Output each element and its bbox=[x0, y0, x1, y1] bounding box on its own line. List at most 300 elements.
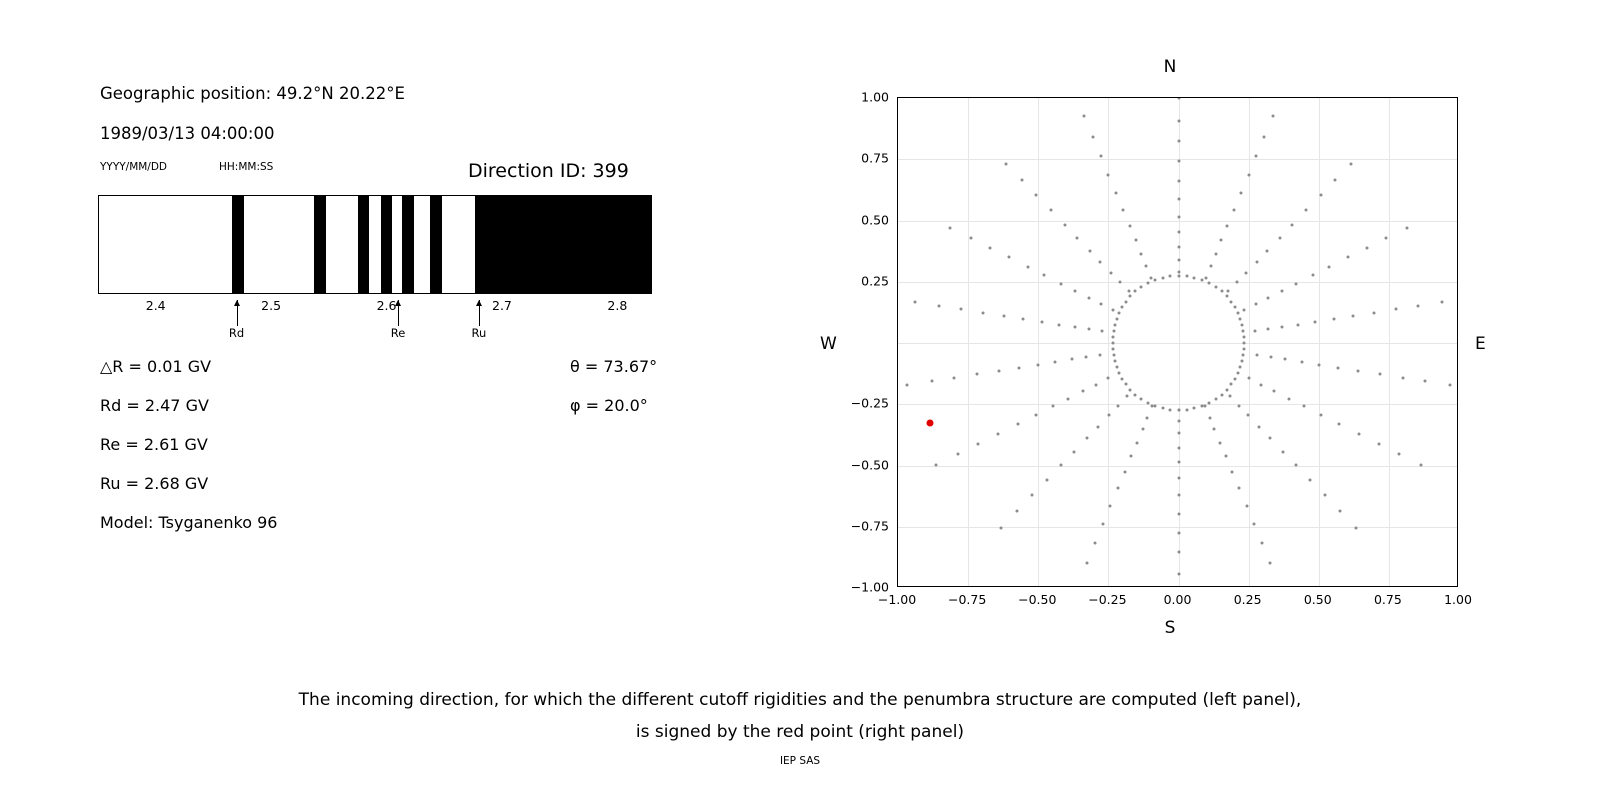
direction-point bbox=[1416, 305, 1419, 308]
direction-point bbox=[1291, 223, 1294, 226]
direction-point bbox=[1243, 335, 1246, 338]
direction-point bbox=[1319, 194, 1322, 197]
direction-point bbox=[1220, 239, 1223, 242]
direction-point bbox=[1214, 253, 1217, 256]
direction-point bbox=[1127, 290, 1130, 293]
direction-point bbox=[1111, 342, 1114, 345]
direction-point bbox=[1214, 285, 1217, 288]
direction-point bbox=[1126, 395, 1129, 398]
direction-point bbox=[1107, 377, 1110, 380]
direction-point bbox=[1161, 407, 1164, 410]
direction-point bbox=[1219, 441, 1222, 444]
direction-point bbox=[957, 453, 960, 456]
direction-point bbox=[1161, 276, 1164, 279]
direction-point bbox=[1049, 208, 1052, 211]
penumbra-band bbox=[475, 196, 652, 293]
direction-point bbox=[1247, 173, 1250, 176]
direction-point bbox=[1129, 388, 1132, 391]
direction-point bbox=[1225, 295, 1228, 298]
direction-point bbox=[1309, 479, 1312, 482]
direction-point bbox=[1237, 311, 1240, 314]
direction-point bbox=[1177, 119, 1180, 122]
direction-point bbox=[1123, 471, 1126, 474]
direction-point bbox=[948, 226, 951, 229]
direction-point bbox=[1111, 308, 1114, 311]
direction-point bbox=[1083, 115, 1086, 118]
direction-point bbox=[1227, 290, 1230, 293]
stat-phi: φ = 20.0° bbox=[570, 396, 648, 415]
penumbra-tick-label: 2.5 bbox=[261, 298, 282, 313]
sky-y-tick-label: −1.00 bbox=[850, 579, 889, 595]
direction-point bbox=[1021, 179, 1024, 182]
datetime-text: 1989/03/13 04:00:00 bbox=[100, 124, 275, 143]
direction-point bbox=[1243, 348, 1246, 351]
sky-y-tick-label: 0.50 bbox=[861, 212, 889, 227]
direction-point bbox=[1017, 366, 1020, 369]
direction-point bbox=[1177, 477, 1180, 480]
direction-point bbox=[1111, 348, 1114, 351]
direction-point bbox=[1031, 494, 1034, 497]
direction-point bbox=[1177, 274, 1180, 277]
time-format-label: HH:MM:SS bbox=[219, 161, 274, 173]
direction-point bbox=[1263, 136, 1266, 139]
direction-point bbox=[1208, 281, 1211, 284]
direction-point bbox=[1269, 437, 1272, 440]
direction-point bbox=[1088, 249, 1091, 252]
direction-point bbox=[1177, 532, 1180, 535]
direction-point bbox=[1067, 397, 1070, 400]
direction-point bbox=[1208, 416, 1211, 419]
direction-point bbox=[1054, 361, 1057, 364]
direction-point bbox=[1043, 274, 1046, 277]
direction-point bbox=[1140, 398, 1143, 401]
footer-text: IEP SAS bbox=[779, 755, 821, 767]
direction-point bbox=[1256, 354, 1259, 357]
direction-point bbox=[1255, 260, 1258, 263]
direction-point bbox=[1177, 258, 1180, 261]
direction-point bbox=[1401, 376, 1404, 379]
direction-point bbox=[1302, 405, 1305, 408]
direction-id-label: Direction ID: 399 bbox=[468, 160, 629, 182]
direction-point bbox=[1052, 405, 1055, 408]
direction-point bbox=[1214, 398, 1217, 401]
direction-point bbox=[1112, 354, 1115, 357]
direction-point bbox=[1333, 179, 1336, 182]
direction-point bbox=[1128, 225, 1131, 228]
caption-line-2: is signed by the red point (right panel) bbox=[635, 722, 965, 742]
selected-direction-point bbox=[927, 419, 934, 426]
marker-label-re: Re bbox=[390, 326, 406, 340]
direction-point bbox=[930, 380, 933, 383]
direction-sky-map bbox=[897, 97, 1458, 587]
direction-point bbox=[1109, 505, 1112, 508]
gridline-horizontal bbox=[898, 466, 1457, 467]
penumbra-structure-chart bbox=[98, 195, 652, 294]
direction-point bbox=[1253, 523, 1256, 526]
direction-point bbox=[1366, 246, 1369, 249]
direction-point bbox=[1356, 369, 1359, 372]
direction-point bbox=[1007, 256, 1010, 259]
direction-point bbox=[1255, 302, 1258, 305]
direction-point bbox=[1243, 342, 1246, 345]
penumbra-band bbox=[402, 196, 414, 293]
direction-point bbox=[1140, 253, 1143, 256]
gridline-vertical bbox=[968, 98, 969, 586]
direction-point bbox=[1115, 366, 1118, 369]
direction-point bbox=[1003, 315, 1006, 318]
direction-point bbox=[1225, 388, 1228, 391]
stat-theta: θ = 73.67° bbox=[570, 357, 658, 376]
stat-ru: Ru = 2.68 GV bbox=[100, 474, 209, 493]
direction-point bbox=[953, 376, 956, 379]
direction-point bbox=[1351, 315, 1354, 318]
direction-point bbox=[938, 305, 941, 308]
direction-point bbox=[1441, 301, 1444, 304]
direction-point bbox=[1323, 494, 1326, 497]
direction-point bbox=[1107, 414, 1110, 417]
direction-point bbox=[1328, 265, 1331, 268]
stat-re: Re = 2.61 GV bbox=[100, 435, 208, 454]
direction-point bbox=[1231, 471, 1234, 474]
right-panel bbox=[790, 40, 1550, 660]
marker-arrow-ru bbox=[479, 300, 480, 326]
sky-x-tick-label: 0.25 bbox=[1233, 592, 1262, 607]
direction-point bbox=[1228, 395, 1231, 398]
direction-point bbox=[1115, 317, 1118, 320]
direction-point bbox=[1272, 389, 1275, 392]
direction-point bbox=[1247, 414, 1250, 417]
direction-point bbox=[998, 369, 1001, 372]
direction-point bbox=[1146, 402, 1149, 405]
marker-label-ru: Ru bbox=[471, 326, 487, 340]
direction-point bbox=[1140, 285, 1143, 288]
figure-caption bbox=[0, 684, 1600, 748]
direction-point bbox=[1317, 363, 1320, 366]
direction-point bbox=[1395, 308, 1398, 311]
direction-point bbox=[981, 311, 984, 314]
direction-point bbox=[1247, 377, 1250, 380]
direction-point bbox=[1226, 225, 1229, 228]
direction-point bbox=[1145, 264, 1148, 267]
direction-point bbox=[1236, 280, 1239, 283]
direction-point bbox=[1059, 282, 1062, 285]
gridline-horizontal bbox=[898, 221, 1457, 222]
direction-point bbox=[1220, 393, 1223, 396]
direction-point bbox=[1203, 405, 1206, 408]
direction-point bbox=[1209, 264, 1212, 267]
sky-y-tick-label: 0.25 bbox=[861, 273, 889, 289]
direction-point bbox=[1016, 509, 1019, 512]
sky-x-tick-label: 0.00 bbox=[1163, 592, 1192, 607]
direction-point bbox=[1420, 464, 1423, 467]
direction-point bbox=[1406, 226, 1409, 229]
direction-point bbox=[1153, 405, 1156, 408]
direction-point bbox=[1177, 409, 1180, 412]
direction-point bbox=[1233, 377, 1236, 380]
direction-point bbox=[1094, 541, 1097, 544]
direction-point bbox=[1243, 308, 1246, 311]
direction-point bbox=[1134, 393, 1137, 396]
direction-point bbox=[1233, 306, 1236, 309]
direction-point bbox=[905, 383, 908, 386]
direction-point bbox=[1239, 192, 1242, 195]
penumbra-band bbox=[232, 196, 244, 293]
direction-point bbox=[1087, 328, 1090, 331]
direction-point bbox=[1045, 479, 1048, 482]
direction-point bbox=[1134, 239, 1137, 242]
direction-point bbox=[1117, 311, 1120, 314]
penumbra-tick-label: 2.6 bbox=[376, 298, 397, 313]
direction-point bbox=[1117, 404, 1120, 407]
penumbra-band bbox=[381, 196, 393, 293]
sky-y-tick-label: 0.75 bbox=[861, 150, 889, 166]
penumbra-tick-label: 2.7 bbox=[492, 298, 512, 313]
direction-point bbox=[1294, 463, 1297, 466]
direction-point bbox=[1121, 306, 1124, 309]
gridline-horizontal bbox=[898, 404, 1457, 405]
gridline-vertical bbox=[1389, 98, 1390, 586]
direction-point bbox=[1096, 425, 1099, 428]
direction-point bbox=[1063, 223, 1066, 226]
direction-point bbox=[1085, 561, 1088, 564]
direction-point bbox=[1005, 162, 1008, 165]
direction-point bbox=[1124, 383, 1127, 386]
compass-west-label: W bbox=[820, 334, 837, 354]
direction-point bbox=[1113, 360, 1116, 363]
sky-x-tick-label: −0.50 bbox=[1018, 592, 1057, 607]
gridline-horizontal bbox=[898, 343, 1457, 344]
direction-point bbox=[1134, 290, 1137, 293]
sky-x-tick-label: −1.00 bbox=[877, 592, 917, 607]
direction-point bbox=[1357, 432, 1360, 435]
direction-point bbox=[1177, 198, 1180, 201]
direction-point bbox=[1060, 463, 1063, 466]
direction-point bbox=[1244, 271, 1247, 274]
direction-point bbox=[1260, 541, 1263, 544]
direction-point bbox=[1266, 249, 1269, 252]
direction-point bbox=[1349, 162, 1352, 165]
direction-point bbox=[1169, 275, 1172, 278]
direction-point bbox=[1267, 328, 1270, 331]
direction-point bbox=[1177, 180, 1180, 183]
direction-point bbox=[1169, 408, 1172, 411]
direction-point bbox=[1091, 136, 1094, 139]
direction-point bbox=[1260, 383, 1263, 386]
direction-point bbox=[1037, 363, 1040, 366]
direction-point bbox=[1237, 487, 1240, 490]
direction-point bbox=[1034, 413, 1037, 416]
direction-point bbox=[1270, 356, 1273, 359]
direction-point bbox=[1267, 296, 1270, 299]
direction-point bbox=[1230, 300, 1233, 303]
direction-point bbox=[1101, 330, 1104, 333]
direction-point bbox=[1153, 278, 1156, 281]
direction-point bbox=[1121, 208, 1124, 211]
direction-point bbox=[1087, 296, 1090, 299]
direction-point bbox=[1297, 323, 1300, 326]
direction-point bbox=[1135, 441, 1138, 444]
penumbra-band bbox=[314, 196, 326, 293]
direction-point bbox=[1237, 372, 1240, 375]
direction-point bbox=[1177, 513, 1180, 516]
direction-point bbox=[934, 464, 937, 467]
gridline-vertical bbox=[1249, 98, 1250, 586]
direction-point bbox=[1377, 442, 1380, 445]
direction-point bbox=[1311, 274, 1314, 277]
direction-point bbox=[1332, 318, 1335, 321]
stat-rd: Rd = 2.47 GV bbox=[100, 396, 209, 415]
direction-point bbox=[1111, 335, 1114, 338]
penumbra-band bbox=[358, 196, 370, 293]
direction-point bbox=[1241, 323, 1244, 326]
direction-point bbox=[1245, 505, 1248, 508]
direction-point bbox=[1241, 360, 1244, 363]
direction-point bbox=[1177, 420, 1180, 423]
penumbra-band bbox=[430, 196, 442, 293]
direction-point bbox=[1320, 413, 1323, 416]
direction-point bbox=[1070, 358, 1073, 361]
direction-point bbox=[1337, 422, 1340, 425]
stat-model: Model: Tsyganenko 96 bbox=[100, 513, 278, 532]
direction-point bbox=[1110, 271, 1113, 274]
direction-point bbox=[1115, 192, 1118, 195]
direction-point bbox=[970, 237, 973, 240]
direction-point bbox=[1347, 256, 1350, 259]
direction-point bbox=[1208, 402, 1211, 405]
direction-point bbox=[1177, 230, 1180, 233]
direction-point bbox=[1124, 300, 1127, 303]
direction-point bbox=[1084, 356, 1087, 359]
direction-point bbox=[1271, 115, 1274, 118]
direction-point bbox=[1255, 155, 1258, 158]
direction-point bbox=[1278, 236, 1281, 239]
direction-point bbox=[1224, 455, 1227, 458]
direction-point bbox=[977, 442, 980, 445]
direction-point bbox=[997, 432, 1000, 435]
direction-point bbox=[1281, 450, 1284, 453]
gridline-horizontal bbox=[898, 282, 1457, 283]
direction-point bbox=[1057, 323, 1060, 326]
direction-point bbox=[1177, 246, 1180, 249]
direction-point bbox=[1305, 208, 1308, 211]
gridline-horizontal bbox=[898, 527, 1457, 528]
sky-y-tick-label: −0.50 bbox=[850, 457, 889, 472]
direction-point bbox=[1041, 321, 1044, 324]
sky-y-tick-label: 1.00 bbox=[861, 89, 889, 105]
sky-y-tick-label: −0.25 bbox=[850, 395, 889, 411]
direction-point bbox=[1258, 425, 1261, 428]
direction-point bbox=[1094, 383, 1097, 386]
direction-point bbox=[1113, 323, 1116, 326]
direction-point bbox=[1337, 366, 1340, 369]
direction-point bbox=[1146, 416, 1149, 419]
direction-point bbox=[1076, 236, 1079, 239]
direction-point bbox=[1213, 428, 1216, 431]
direction-point bbox=[1177, 215, 1180, 218]
compass-south-label: S bbox=[1164, 618, 1176, 638]
direction-point bbox=[1022, 318, 1025, 321]
direction-point bbox=[1117, 487, 1120, 490]
direction-point bbox=[1177, 494, 1180, 497]
direction-point bbox=[1177, 446, 1180, 449]
direction-point bbox=[1284, 358, 1287, 361]
marker-label-rd: Rd bbox=[228, 326, 245, 340]
direction-point bbox=[975, 373, 978, 376]
date-format-label: YYYY/MM/DD bbox=[100, 161, 168, 173]
direction-point bbox=[1220, 290, 1223, 293]
direction-point bbox=[1242, 329, 1245, 332]
direction-point bbox=[1287, 397, 1290, 400]
direction-point bbox=[1150, 276, 1153, 279]
direction-point bbox=[959, 308, 962, 311]
gridline-vertical bbox=[1038, 98, 1039, 586]
sky-x-tick-label: 1.00 bbox=[1444, 592, 1472, 607]
direction-point bbox=[1129, 295, 1132, 298]
direction-point bbox=[1185, 408, 1188, 411]
direction-point bbox=[1253, 330, 1256, 333]
direction-point bbox=[1099, 155, 1102, 158]
direction-point bbox=[1193, 407, 1196, 410]
direction-point bbox=[1177, 97, 1180, 100]
direction-point bbox=[1233, 208, 1236, 211]
direction-point bbox=[1017, 422, 1020, 425]
stat-delta-r: △R = 0.01 GV bbox=[100, 357, 212, 376]
gridline-vertical bbox=[1108, 98, 1109, 586]
direction-point bbox=[1026, 265, 1029, 268]
direction-point bbox=[1239, 317, 1242, 320]
compass-north-label: N bbox=[1163, 57, 1177, 77]
direction-point bbox=[1177, 160, 1180, 163]
direction-point bbox=[913, 301, 916, 304]
direction-point bbox=[1242, 354, 1245, 357]
sky-x-tick-label: 0.50 bbox=[1303, 592, 1332, 607]
direction-point bbox=[1239, 366, 1242, 369]
direction-point bbox=[1384, 237, 1387, 240]
geographic-position-text: Geographic position: 49.2°N 20.22°E bbox=[100, 84, 405, 103]
direction-point bbox=[1121, 377, 1124, 380]
direction-point bbox=[1300, 361, 1303, 364]
direction-point bbox=[1397, 453, 1400, 456]
direction-point bbox=[1141, 428, 1144, 431]
sky-x-tick-label: −0.25 bbox=[1088, 592, 1127, 607]
direction-point bbox=[1201, 278, 1204, 281]
direction-point bbox=[1099, 302, 1102, 305]
gridline-vertical bbox=[1319, 98, 1320, 586]
direction-point bbox=[1073, 289, 1076, 292]
direction-point bbox=[1230, 383, 1233, 386]
marker-arrow-rd bbox=[237, 300, 238, 326]
direction-point bbox=[1177, 551, 1180, 554]
direction-point bbox=[1204, 276, 1207, 279]
direction-point bbox=[1201, 405, 1204, 408]
direction-point bbox=[1073, 450, 1076, 453]
penumbra-tick-label: 2.8 bbox=[607, 298, 628, 313]
direction-point bbox=[988, 246, 991, 249]
direction-point bbox=[1074, 326, 1077, 329]
direction-point bbox=[1281, 289, 1284, 292]
direction-point bbox=[1313, 321, 1316, 324]
direction-point bbox=[1130, 455, 1133, 458]
direction-point bbox=[1082, 389, 1085, 392]
direction-point bbox=[1146, 281, 1149, 284]
direction-point bbox=[1177, 432, 1180, 435]
direction-point bbox=[1177, 460, 1180, 463]
direction-point bbox=[1449, 383, 1452, 386]
direction-point bbox=[1101, 523, 1104, 526]
sky-x-tick-label: 0.75 bbox=[1373, 592, 1402, 607]
marker-arrow-re bbox=[398, 300, 399, 326]
direction-point bbox=[1424, 380, 1427, 383]
